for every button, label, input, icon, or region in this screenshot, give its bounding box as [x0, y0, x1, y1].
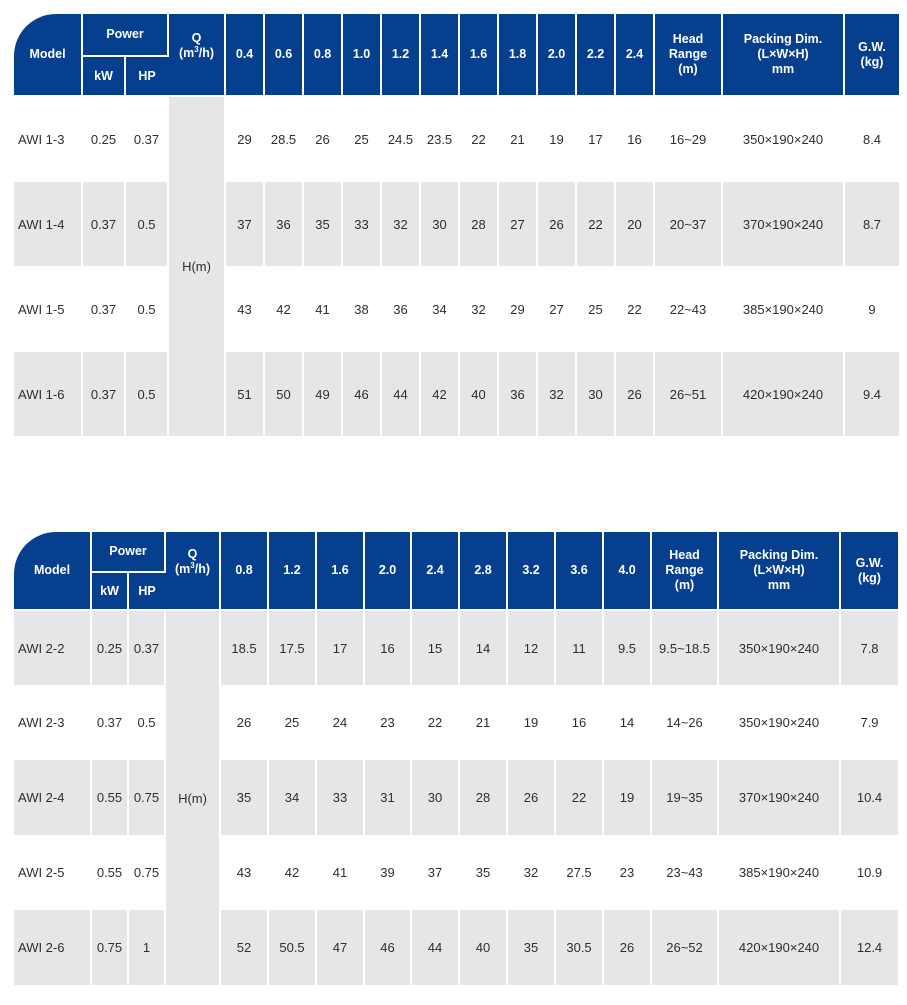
kw-cell: 0.55: [91, 835, 128, 910]
kw-cell: 0.37: [82, 352, 125, 436]
head-cell: 11: [555, 610, 603, 685]
head-range-cell: 23~43: [651, 835, 718, 910]
head-cell: 52: [220, 910, 268, 985]
head-cell: 32: [537, 352, 576, 436]
flow-col-header: 0.8: [220, 532, 268, 610]
head-cell: 35: [220, 760, 268, 835]
head-cell: 25: [268, 685, 316, 760]
flow-label: Q: [191, 30, 202, 45]
head-cell: 21: [459, 685, 507, 760]
head-cell: 22: [576, 182, 615, 266]
head-cell: 19: [537, 96, 576, 182]
head-label-cell: H(m): [168, 96, 225, 436]
head-cell: 33: [316, 760, 364, 835]
head-range-cell: 26~52: [651, 910, 718, 985]
spec-table-awi-1: [14, 14, 899, 436]
head-cell: 30: [576, 352, 615, 436]
head-cell: 34: [268, 760, 316, 835]
flow-col-header: 1.6: [459, 14, 498, 96]
hp-cell: 0.75: [128, 760, 165, 835]
head-cell: 26: [615, 352, 654, 436]
head-cell: 50.5: [268, 910, 316, 985]
head-cell: 38: [342, 266, 381, 352]
head-cell: 27: [537, 266, 576, 352]
head-cell: 17: [316, 610, 364, 685]
packing-dim-cell: 350×190×240: [718, 685, 840, 760]
head-cell: 12: [507, 610, 555, 685]
packing-dim-cell: 350×190×240: [718, 610, 840, 685]
model-cell: AWI 2-5: [14, 835, 91, 910]
head-cell: 35: [507, 910, 555, 985]
spec-table-awi-2: [14, 532, 898, 985]
gross-weight-header: G.W. (kg): [840, 532, 898, 610]
flow-col-header: 2.8: [459, 532, 507, 610]
packing-dim-cell: 370×190×240: [718, 760, 840, 835]
head-range-cell: 26~51: [654, 352, 722, 436]
head-cell: 19: [507, 685, 555, 760]
model-header: Model: [14, 532, 91, 610]
head-cell: 16: [364, 610, 411, 685]
head-cell: 21: [498, 96, 537, 182]
gross-weight-cell: 9: [844, 266, 899, 352]
head-cell: 50: [264, 352, 303, 436]
head-cell: 33: [342, 182, 381, 266]
head-cell: 47: [316, 910, 364, 985]
head-cell: 26: [507, 760, 555, 835]
table-row: [14, 910, 898, 985]
head-range-cell: 14~26: [651, 685, 718, 760]
packing-dim-cell: 350×190×240: [722, 96, 844, 182]
kw-cell: 0.37: [82, 182, 125, 266]
table-header: [14, 532, 898, 610]
head-cell: 24.5: [381, 96, 420, 182]
head-label-cell: H(m): [165, 610, 220, 985]
head-cell: 27: [498, 182, 537, 266]
head-range-header: Head Range (m): [654, 14, 722, 96]
head-cell: 29: [225, 96, 264, 182]
flow-col-header: 2.2: [576, 14, 615, 96]
head-cell: 34: [420, 266, 459, 352]
head-cell: 17: [576, 96, 615, 182]
packing-dim-cell: 385×190×240: [722, 266, 844, 352]
packing-dim-cell: 385×190×240: [718, 835, 840, 910]
head-cell: 43: [220, 835, 268, 910]
head-cell: 26: [220, 685, 268, 760]
head-cell: 14: [459, 610, 507, 685]
flow-header: [168, 14, 225, 96]
head-cell: 39: [364, 835, 411, 910]
head-cell: 22: [555, 760, 603, 835]
table-row: [14, 266, 899, 352]
head-cell: 15: [411, 610, 459, 685]
hp-cell: 0.5: [125, 266, 168, 352]
head-cell: 32: [459, 266, 498, 352]
hp-cell: 0.37: [128, 610, 165, 685]
header-row: [14, 532, 898, 572]
head-cell: 23: [364, 685, 411, 760]
head-cell: 40: [459, 352, 498, 436]
head-cell: 42: [420, 352, 459, 436]
gross-weight-cell: 8.7: [844, 182, 899, 266]
header-row: [14, 14, 899, 56]
head-cell: 40: [459, 910, 507, 985]
hp-cell: 0.75: [128, 835, 165, 910]
head-cell: 17.5: [268, 610, 316, 685]
gross-weight-cell: 9.4: [844, 352, 899, 436]
model-cell: AWI 2-4: [14, 760, 91, 835]
model-cell: AWI 1-4: [14, 182, 82, 266]
table-row: [14, 685, 898, 760]
head-cell: 30.5: [555, 910, 603, 985]
head-range-header: Head Range (m): [651, 532, 718, 610]
head-cell: 28.5: [264, 96, 303, 182]
head-cell: 25: [576, 266, 615, 352]
head-cell: 14: [603, 685, 651, 760]
gross-weight-header: G.W. (kg): [844, 14, 899, 96]
flow-col-header: 4.0: [603, 532, 651, 610]
table-row: [14, 760, 898, 835]
kw-cell: 0.75: [91, 910, 128, 985]
head-cell: 36: [381, 266, 420, 352]
packing-dim-header: Packing Dim. (L×W×H) mm: [718, 532, 840, 610]
head-cell: 9.5: [603, 610, 651, 685]
kw-cell: 0.25: [82, 96, 125, 182]
flow-col-header: 1.2: [381, 14, 420, 96]
head-cell: 49: [303, 352, 342, 436]
head-cell: 20: [615, 182, 654, 266]
kw-cell: 0.37: [91, 685, 128, 760]
head-cell: 16: [615, 96, 654, 182]
head-cell: 18.5: [220, 610, 268, 685]
flow-col-header: 1.6: [316, 532, 364, 610]
head-cell: 31: [364, 760, 411, 835]
head-cell: 26: [303, 96, 342, 182]
head-cell: 36: [264, 182, 303, 266]
head-cell: 41: [316, 835, 364, 910]
hp-header: HP: [125, 56, 168, 96]
gross-weight-cell: 7.8: [840, 610, 898, 685]
head-cell: 36: [498, 352, 537, 436]
gross-weight-cell: 7.9: [840, 685, 898, 760]
head-cell: 32: [507, 835, 555, 910]
head-cell: 26: [603, 910, 651, 985]
flow-col-header: 2.4: [411, 532, 459, 610]
table-row: [14, 96, 899, 182]
gross-weight-cell: 12.4: [840, 910, 898, 985]
head-range-cell: 20~37: [654, 182, 722, 266]
model-cell: AWI 2-3: [14, 685, 91, 760]
head-cell: 41: [303, 266, 342, 352]
packing-dim-cell: 370×190×240: [722, 182, 844, 266]
head-cell: 28: [459, 760, 507, 835]
head-cell: 30: [420, 182, 459, 266]
model-cell: AWI 1-3: [14, 96, 82, 182]
table-row: [14, 352, 899, 436]
head-cell: 28: [459, 182, 498, 266]
model-cell: AWI 1-5: [14, 266, 82, 352]
head-cell: 19: [603, 760, 651, 835]
head-cell: 23.5: [420, 96, 459, 182]
head-cell: 26: [537, 182, 576, 266]
table-row: [14, 182, 899, 266]
head-cell: 32: [381, 182, 420, 266]
hp-cell: 1: [128, 910, 165, 985]
table-header: [14, 14, 899, 96]
head-cell: 44: [381, 352, 420, 436]
flow-unit: $(m^3/h)$: [175, 560, 211, 576]
head-cell: 46: [364, 910, 411, 985]
head-cell: 25: [342, 96, 381, 182]
flow-label: Q: [187, 546, 198, 561]
flow-col-header: 0.8: [303, 14, 342, 96]
table-body: [14, 610, 898, 985]
head-cell: 27.5: [555, 835, 603, 910]
power-header: Power: [82, 14, 168, 56]
head-range-cell: 22~43: [654, 266, 722, 352]
flow-col-header: 2.0: [364, 532, 411, 610]
power-header: Power: [91, 532, 165, 572]
head-cell: 30: [411, 760, 459, 835]
head-cell: 22: [459, 96, 498, 182]
packing-dim-cell: 420×190×240: [722, 352, 844, 436]
head-cell: 22: [615, 266, 654, 352]
flow-col-header: 0.6: [264, 14, 303, 96]
table-body: [14, 96, 899, 436]
flow-col-header: 1.8: [498, 14, 537, 96]
packing-dim-header: Packing Dim. (L×W×H) mm: [722, 14, 844, 96]
hp-cell: 0.5: [125, 352, 168, 436]
table-row: [14, 610, 898, 685]
head-cell: 37: [225, 182, 264, 266]
head-cell: 22: [411, 685, 459, 760]
flow-col-header: 1.0: [342, 14, 381, 96]
head-cell: 23: [603, 835, 651, 910]
flow-col-header: 2.4: [615, 14, 654, 96]
flow-col-header: 1.4: [420, 14, 459, 96]
flow-unit: $(m^3/h)$: [179, 44, 215, 60]
kw-header: kW: [91, 572, 128, 610]
model-cell: AWI 2-6: [14, 910, 91, 985]
head-cell: 37: [411, 835, 459, 910]
model-cell: AWI 2-2: [14, 610, 91, 685]
head-cell: 44: [411, 910, 459, 985]
head-range-cell: 16~29: [654, 96, 722, 182]
flow-col-header: 3.6: [555, 532, 603, 610]
head-cell: 42: [268, 835, 316, 910]
kw-cell: 0.55: [91, 760, 128, 835]
flow-header: [165, 532, 220, 610]
gross-weight-cell: 10.9: [840, 835, 898, 910]
head-cell: 29: [498, 266, 537, 352]
head-cell: 35: [303, 182, 342, 266]
head-cell: 42: [264, 266, 303, 352]
head-cell: 16: [555, 685, 603, 760]
flow-col-header: 3.2: [507, 532, 555, 610]
flow-col-header: 0.4: [225, 14, 264, 96]
kw-cell: 0.37: [82, 266, 125, 352]
head-cell: 35: [459, 835, 507, 910]
kw-header: kW: [82, 56, 125, 96]
hp-header: HP: [128, 572, 165, 610]
head-cell: 24: [316, 685, 364, 760]
flow-col-header: 1.2: [268, 532, 316, 610]
head-cell: 43: [225, 266, 264, 352]
gross-weight-cell: 8.4: [844, 96, 899, 182]
flow-col-header: 2.0: [537, 14, 576, 96]
head-range-cell: 19~35: [651, 760, 718, 835]
hp-cell: 0.5: [128, 685, 165, 760]
kw-cell: 0.25: [91, 610, 128, 685]
gross-weight-cell: 10.4: [840, 760, 898, 835]
head-range-cell: 9.5~18.5: [651, 610, 718, 685]
table-row: [14, 835, 898, 910]
head-cell: 51: [225, 352, 264, 436]
head-cell: 46: [342, 352, 381, 436]
model-cell: AWI 1-6: [14, 352, 82, 436]
model-header: Model: [14, 14, 82, 96]
packing-dim-cell: 420×190×240: [718, 910, 840, 985]
hp-cell: 0.5: [125, 182, 168, 266]
hp-cell: 0.37: [125, 96, 168, 182]
